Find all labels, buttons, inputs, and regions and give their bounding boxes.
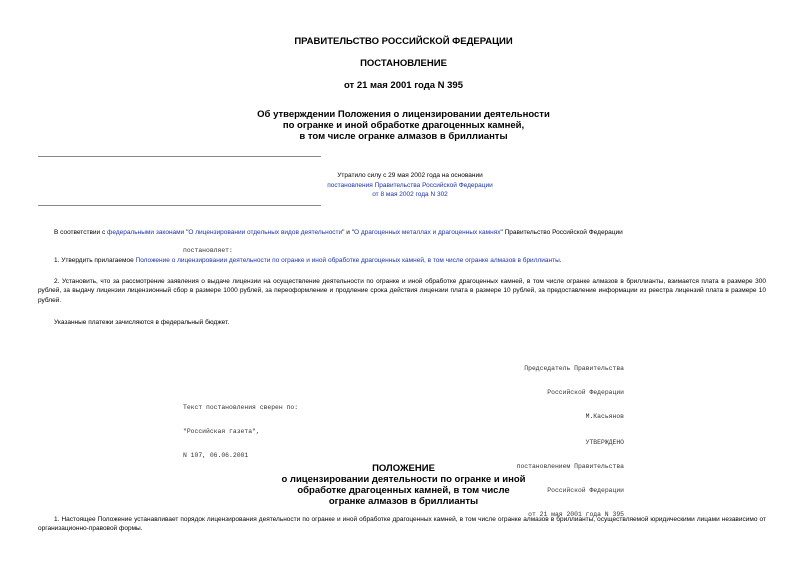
preamble-text: " [184, 229, 189, 236]
divider-top [38, 156, 321, 157]
link-regulation[interactable]: Положение о лицензировании деятельности по огранке и иной обработке драгоценных камней, в том числе огранке алмазов в бриллианты [135, 257, 560, 264]
verified-line: N 107, 06.06.2001 [183, 452, 249, 459]
government-name: ПРАВИТЕЛЬСТВО РОССИЙСКОЙ ФЕДЕРАЦИИ [294, 36, 513, 47]
regulation-title [0, 474, 807, 507]
signature-block [480, 349, 624, 429]
preamble-text: " Правительство Российской Федерации [500, 229, 623, 236]
regulation-title-line: о лицензировании деятельности по огранке и иной [281, 474, 526, 485]
item-2: 2. Установить, что за рассмотрение заявления о выдаче лицензии на осуществление деятельности по огранке и иной обработке драгоценных камней, в том числе огранке алмазов в бриллианты, взимается плата в размере 300 рублей, за выдачу лицензии лицензионный сбор в размере 1000 рублей, за переоформление и продление срока действия лицензии плата в размере 10 рублей, за предоставление информации из реестра лицензий плата в размере 10 рублей. [38, 278, 766, 304]
divider-bottom [38, 205, 321, 206]
decree-word: постановляет: [183, 247, 233, 254]
document-date-number: от 21 мая 2001 года N 395 [343, 80, 464, 91]
regulation-title-line: обработке драгоценных камней, в том числе [297, 485, 510, 496]
status-note [260, 171, 560, 200]
document-title-line: в том числе огранке алмазов в бриллианты [299, 131, 508, 142]
document-title [0, 109, 807, 142]
status-text: Утратило силу с 29 мая 2002 года на основании [337, 172, 483, 179]
approved-line: Российской Федерации [547, 487, 624, 494]
preamble-text: В соответствии с [54, 229, 108, 236]
approved-line: УТВЕРЖДЕНО [585, 439, 624, 446]
signature-line: Российской Федерации [547, 389, 624, 396]
signature-line: М.Касьянов [585, 413, 624, 420]
preamble [54, 228, 774, 237]
document-type: ПОСТАНОВЛЕНИЕ [360, 58, 447, 69]
link-licensing-law[interactable]: О лицензировании отдельных видов деятельности [188, 229, 343, 236]
document-title-line: по огранке и иной обработке драгоценных камней, [282, 120, 525, 131]
regulation-clause-1: 1. Настоящее Положение устанавливает порядок лицензирования деятельности по огранке и иной обработке драгоценных камней, в том числе огранке алмазов в бриллианты, осуществляемой юридическими лицами независимо от организационно-правовой формы. [38, 516, 766, 533]
link-precious-metals-law[interactable]: О драгоценных металлах и драгоценных камнях [354, 229, 501, 236]
item-1-text: . [559, 257, 562, 264]
verified-line: Текст постановления сверен по: [183, 404, 299, 411]
regulation-heading: ПОЛОЖЕНИЕ [372, 463, 435, 474]
approved-line: от 21 мая 2001 года N 395 [528, 511, 624, 518]
item-1-text: 1. Утвердить прилагаемое [54, 257, 136, 264]
link-federal-laws[interactable]: федеральными законами [107, 229, 185, 236]
status-link-decree[interactable]: постановления Правительства Российской Федерации [327, 181, 493, 189]
document-title-line: Об утверждении Положения о лицензировании деятельности [257, 109, 550, 120]
payments-note: Указанные платежи зачисляются в федеральный бюджет. [54, 319, 230, 326]
signature-line: Председатель Правительства [524, 365, 624, 372]
regulation-title-line: огранке алмазов в бриллианты [328, 496, 479, 507]
status-link-date[interactable]: от 8 мая 2002 года N 302 [372, 191, 448, 198]
item-1 [54, 256, 774, 265]
approved-line: постановлением Правительства [516, 463, 624, 470]
verified-line: "Российская газета", [183, 428, 260, 435]
preamble-text: " и " [342, 229, 355, 236]
verified-source [183, 388, 298, 468]
